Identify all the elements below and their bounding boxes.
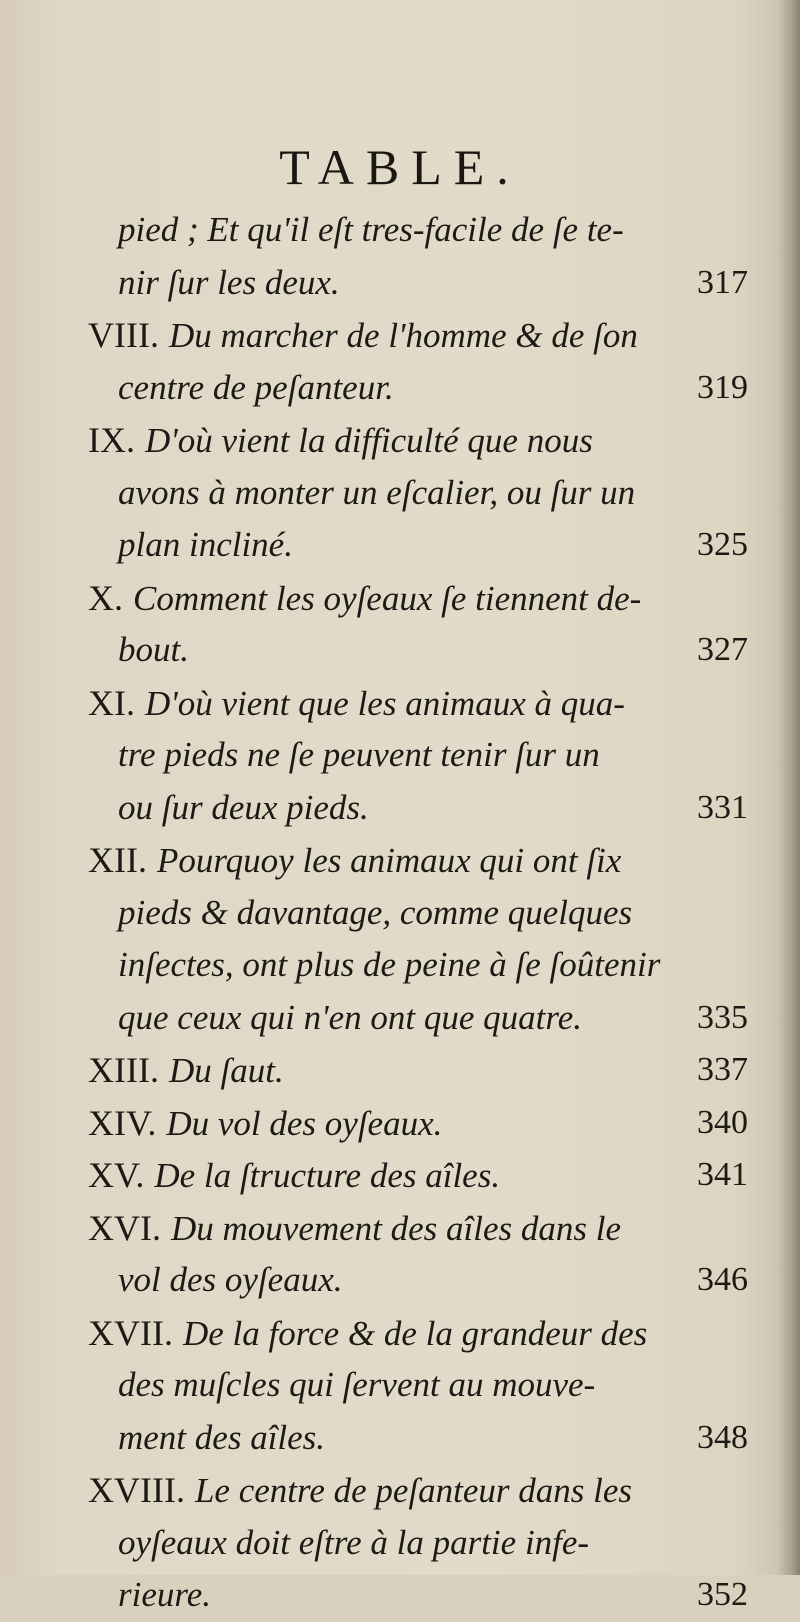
entry-text: inſectes, ont plus de peine à ſe ſoûtenir [118,945,661,984]
entry-text: Pourquoy les animaux qui ont ſix [156,841,622,880]
page-number: 341 [697,1156,748,1193]
page-number: 348 [697,1418,748,1456]
chapter-number: XI. [88,682,135,723]
toc-line [88,519,748,572]
entry-text: avons à monter un eſcalier, ou ſur un [118,472,636,512]
toc-line [88,1254,748,1307]
page-number: 319 [697,368,748,406]
entry-text: pied ; Et qu'il eſt tres-facile de ſe te- [118,210,624,249]
toc-line [88,1307,748,1360]
page-number: 335 [697,998,748,1036]
page-number: 327 [697,631,748,668]
page-heading: TABLE. [279,139,521,195]
toc-line [88,1202,748,1255]
page-number: 340 [697,1103,748,1141]
entry-text: ment des aîles. [118,1417,326,1457]
toc-line [88,414,748,467]
toc-line [88,309,748,362]
toc-line [88,1097,748,1150]
toc-line [88,729,748,782]
toc-line [88,1359,748,1412]
toc-line [88,834,748,887]
chapter-number: XII. [88,840,147,880]
table-of-contents [88,204,748,1622]
entry-text: Comment les oyſeaux ſe tiennent de- [133,578,642,618]
chapter-number: XIV. [88,1102,157,1143]
entry-text: vol des oyſeaux. [118,1260,343,1299]
toc-line [88,204,748,257]
entry-text: D'où vient la difficulté que nous [145,421,593,460]
toc-line [88,1412,748,1465]
page-number: 337 [697,1051,748,1088]
toc-line [88,362,748,415]
entry-text: Du marcher de l'homme & de ſon [168,316,638,355]
page-number: 331 [697,788,748,826]
entry-text: tre pieds ne ſe peuvent tenir ſur un [118,735,600,774]
page-number: 317 [697,263,748,301]
chapter-number: XVII. [88,1312,173,1353]
entry-text: De la ſtructure des aîles. [154,1156,501,1195]
entry-text: des muſcles qui ſervent au mouve- [118,1365,596,1404]
entry-text: De la force & de la grandeur des [182,1313,648,1353]
toc-line [88,257,748,310]
entry-text: ou ſur deux pieds. [118,787,369,827]
entry-text: oyſeaux doit eſtre à la partie infe- [118,1522,590,1562]
toc-line [88,1464,748,1517]
page-number: 325 [697,526,748,563]
entry-text: nir ſur les deux. [118,262,340,302]
chapter-number: XIII. [88,1050,159,1090]
chapter-number: XV. [88,1155,145,1195]
entry-text: Du ſaut. [168,1051,284,1090]
toc-line [88,467,748,520]
toc-line [88,782,748,835]
entry-text: Du vol des oyſeaux. [166,1103,443,1143]
entry-text: Du mouvement des aîles dans le [170,1208,622,1248]
toc-line [88,572,748,625]
toc-line [88,1149,748,1202]
entry-text: rieure. [118,1575,211,1614]
toc-line [88,887,748,940]
entry-text: centre de peſanteur. [118,367,394,407]
toc-line [88,1044,748,1097]
chapter-number: IX. [88,420,135,460]
entry-text: plan incliné. [118,525,293,564]
toc-line [88,677,748,730]
entry-text: Le centre de peſanteur dans les [194,1471,633,1510]
toc-line [88,1517,748,1570]
toc-line [88,1569,748,1622]
chapter-number: VIII. [88,315,159,355]
entry-text: que ceux qui n'en ont que quatre. [118,997,582,1037]
toc-line [88,939,748,992]
page-number: 346 [697,1261,748,1298]
page-number: 352 [697,1576,748,1613]
entry-text: bout. [118,630,189,669]
chapter-number: X. [88,577,123,618]
toc-line [88,624,748,677]
toc-line [88,992,748,1045]
chapter-number: XVI. [88,1207,161,1248]
chapter-number: XVIII. [88,1470,185,1510]
entry-text: pieds & davantage, comme quelques [118,892,633,932]
entry-text: D'où vient que les animaux à qua- [145,683,625,723]
